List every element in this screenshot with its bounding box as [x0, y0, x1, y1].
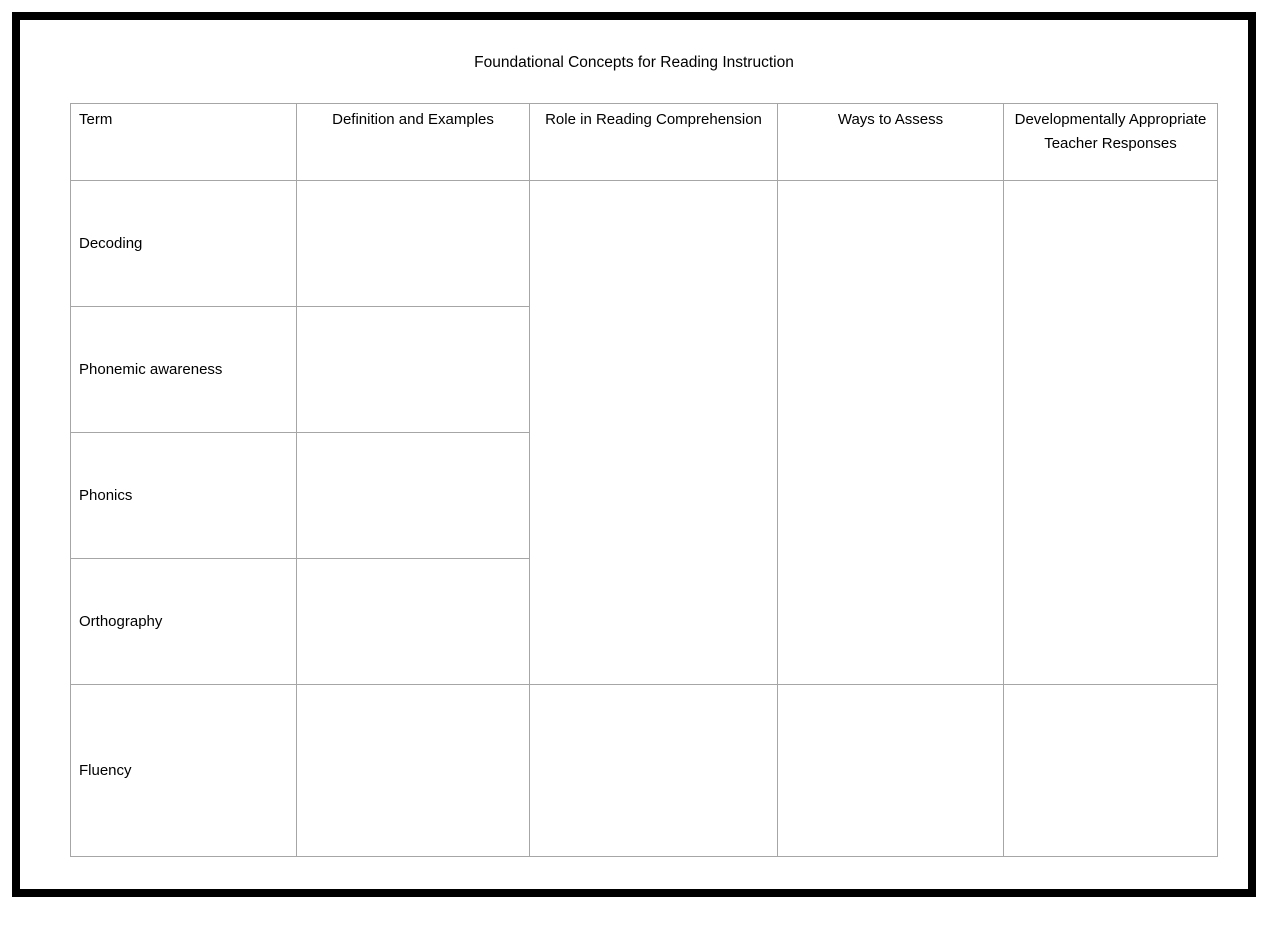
definition-cell-phonemic-awareness — [297, 307, 530, 433]
term-cell-decoding: Decoding — [71, 181, 297, 307]
term-cell-phonemic-awareness: Phonemic awareness — [71, 307, 297, 433]
column-header-role-in-reading-comprehension: Role in Reading Comprehension — [530, 104, 778, 181]
assess-cell-merged — [778, 181, 1004, 685]
column-header-developmentally-appropriate-teacher-responses: Developmentally Appropriate Teacher Responses — [1004, 104, 1218, 181]
document-title: Foundational Concepts for Reading Instruction — [474, 54, 794, 71]
definition-cell-decoding — [297, 181, 530, 307]
column-header-definition-and-examples: Definition and Examples — [297, 104, 530, 181]
assess-cell-fluency — [778, 685, 1004, 857]
table-row-fluency — [71, 685, 1218, 857]
definition-cell-fluency — [297, 685, 530, 857]
term-cell-phonics: Phonics — [71, 433, 297, 559]
role-cell-fluency — [530, 685, 778, 857]
term-cell-orthography: Orthography — [71, 559, 297, 685]
column-header-term: Term — [71, 104, 297, 181]
responses-cell-fluency — [1004, 685, 1218, 857]
definition-cell-orthography — [297, 559, 530, 685]
term-cell-fluency: Fluency — [71, 685, 297, 857]
column-header-ways-to-assess: Ways to Assess — [778, 104, 1004, 181]
page-frame — [12, 12, 1256, 897]
header-row — [71, 104, 1218, 181]
responses-cell-merged — [1004, 181, 1218, 685]
definition-cell-phonics — [297, 433, 530, 559]
table-row-decoding — [71, 181, 1218, 307]
role-cell-merged — [530, 181, 778, 685]
reading-concepts-table — [70, 103, 1218, 857]
